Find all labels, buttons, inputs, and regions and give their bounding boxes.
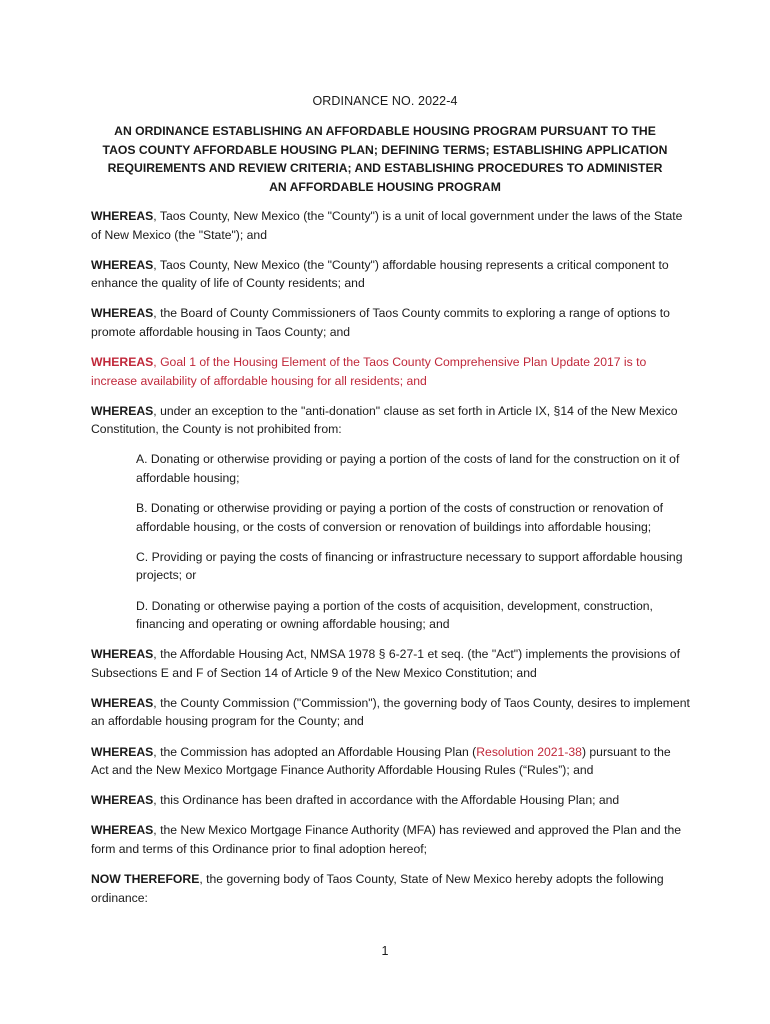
- document-body: [91, 207, 691, 919]
- recital-text: , Goal 1 of the Housing Element of the Taos County Comprehensive Plan Update 2017 is to increase availability of affordable housing for all residents; and: [91, 355, 647, 388]
- resolution-reference: Resolution 2021-38: [476, 744, 582, 759]
- recital-paragraph: [91, 743, 691, 780]
- list-item: D. Donating or otherwise paying a portion of the costs of acquisition, development, construction, financing and operating or owning affordable housing; and: [136, 598, 653, 632]
- recital-keyword: WHEREAS: [91, 647, 154, 662]
- enacting-keyword: NOW THEREFORE: [91, 872, 200, 887]
- recital-text: , Taos County, New Mexico (the "County") affordable housing represents a critical component to enhance the quality of life of County residents; and: [91, 257, 669, 291]
- recital-keyword: WHEREAS: [91, 306, 154, 321]
- recital-keyword: WHEREAS: [91, 744, 154, 759]
- recital-keyword: WHEREAS: [91, 209, 154, 223]
- recital-paragraph: [91, 256, 691, 293]
- recital-paragraph: [91, 821, 691, 858]
- enacting-text: , the governing body of Taos County, State of New Mexico hereby adopts the following ordinance:: [91, 872, 664, 905]
- ordinance-number: ORDINANCE NO. 2022-4: [312, 94, 458, 108]
- recital-keyword: WHEREAS: [91, 257, 154, 272]
- list-item: B. Donating or otherwise providing or paying a portion of the costs of construction or renovation of affordable housing, or the costs of conversion or renovation of buildings into affordable housing;: [136, 501, 664, 534]
- recital-paragraph: [91, 207, 691, 244]
- recital-text: , this Ordinance has been drafted in accordance with the Affordable Housing Plan; and: [153, 793, 620, 808]
- recital-text: , the Affordable Housing Act, NMSA 1978 § 6-27-1 et seq. (the "Act") implements the provisions of Subsections E and F of Section 14 of Article 9 of the New Mexico Constitution; and: [91, 647, 680, 680]
- recital-paragraph: [91, 402, 691, 439]
- recital-keyword: WHEREAS: [91, 355, 154, 370]
- recital-paragraph: [91, 694, 691, 731]
- recital-text: ) pursuant to the Act and the New Mexico Mortgage Finance Authority Affordable Housing Rules (“Rules”); and: [91, 744, 671, 778]
- recital-text: , the County Commission ("Commission"), the governing body of Taos County, desires to implement an affordable housing program for the County; and: [91, 695, 690, 729]
- recital-paragraph: [91, 645, 691, 682]
- recital-text: , Taos County, New Mexico (the "County") is a unit of local government under the laws of the State of New Mexico (the "State"); and: [91, 209, 683, 242]
- recital-text: , the New Mexico Mortgage Finance Authority (MFA) has reviewed and approved the Plan and the form and terms of this Ordinance prior to final adoption hereof;: [91, 823, 682, 856]
- recital-keyword: WHEREAS: [91, 695, 154, 710]
- recital-text: , under an exception to the "anti-donation" clause as set forth in Article IX, §14 of the New Mexico Constitution, the County is not prohibited from:: [91, 403, 678, 437]
- page-number: 1: [381, 944, 389, 958]
- recital-keyword: WHEREAS: [91, 823, 154, 838]
- recital-keyword: WHEREAS: [91, 793, 154, 808]
- list-item: C. Providing or paying the costs of financing or infrastructure necessary to support affordable housing projects; or: [136, 549, 683, 583]
- enacting-clause: [91, 870, 691, 907]
- ordinance-subtitle: AN ORDINANCE ESTABLISHING AN AFFORDABLE HOUSING PROGRAM PURSUANT TO THE TAOS COUNTY AFFORDABLE HOUSING PLAN; DEFINING TERMS; ESTABLISHING APPLICATION REQUIREMENTS AND REVIEW CRITERIA; AND ESTABLISHING PROCEDURES TO ADMINISTER AN AFFORDABLE HOUSING PROGRAM: [102, 124, 668, 194]
- recital-paragraph-highlighted: [91, 353, 691, 390]
- recital-paragraph: [91, 791, 691, 810]
- recital-text: , the Commission has adopted an Affordable Housing Plan (: [153, 744, 477, 759]
- recital-keyword: WHEREAS: [91, 403, 154, 418]
- list-item: A. Donating or otherwise providing or paying a portion of the costs of land for the construction on it of affordable housing;: [136, 452, 680, 486]
- recital-paragraph: [91, 304, 691, 341]
- recital-text: , the Board of County Commissioners of Taos County commits to exploring a range of options to promote affordable housing in Taos County; and: [91, 306, 670, 339]
